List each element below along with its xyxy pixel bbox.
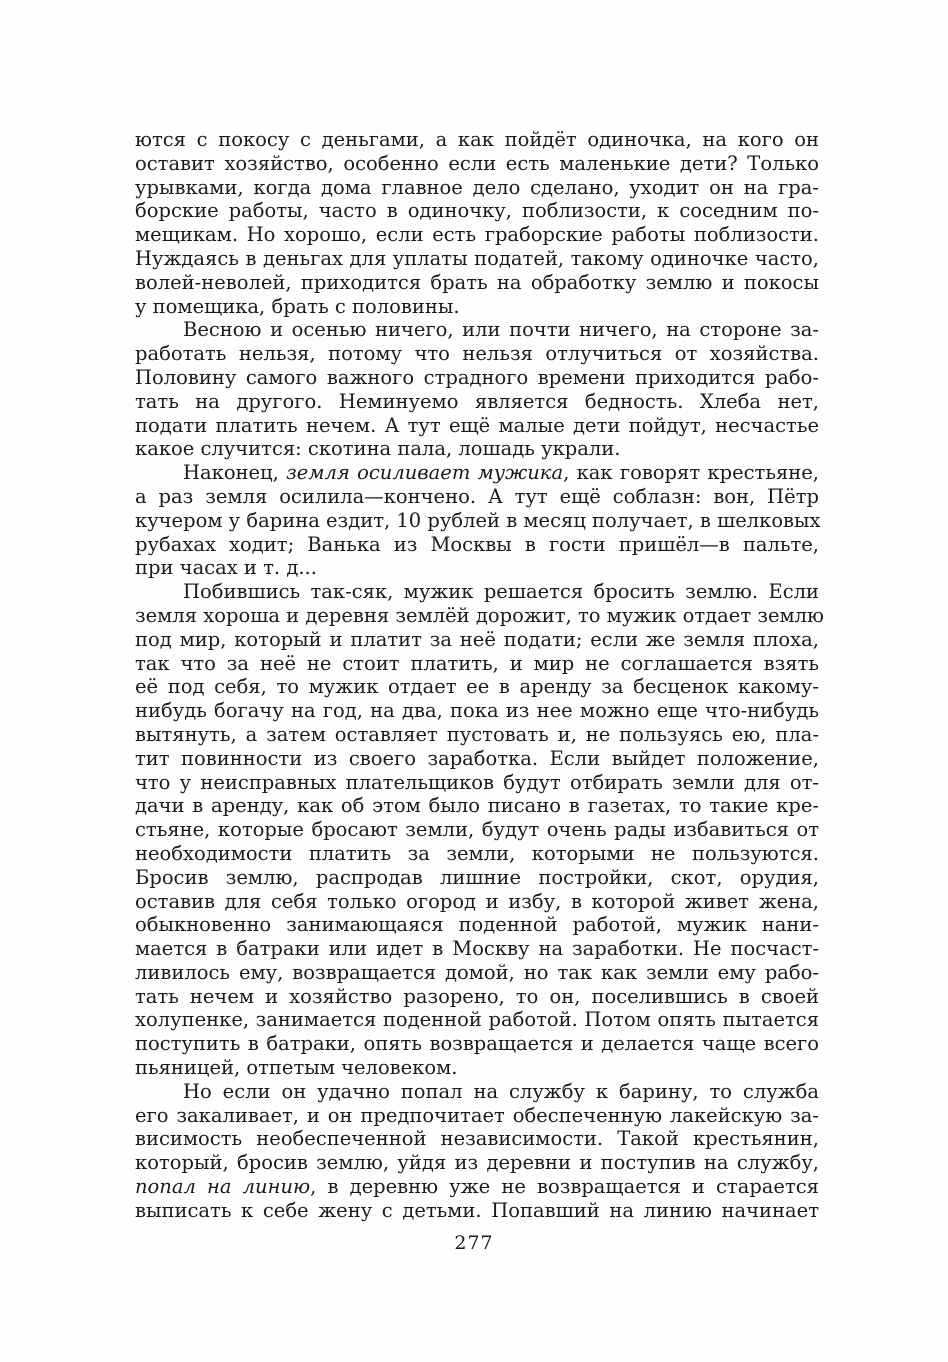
text-line: [135, 247, 819, 271]
text-line: [135, 866, 819, 890]
text-line: [135, 1175, 819, 1199]
text-segment: его закаливает, и он предпочитает обеспеченную лакейскую за-: [135, 1103, 819, 1127]
text-segment: так что за неё не стоит платить, и мир не соглашается взять: [135, 651, 819, 675]
text-line: [135, 199, 819, 223]
text-line: [135, 747, 819, 771]
text-segment: работать нельзя, потому что нельзя отлучиться от хозяйства.: [135, 342, 819, 366]
text-segment: урывками, когда дома главное дело сделано, уходит он на гра-: [135, 175, 819, 199]
text-line: [135, 771, 819, 795]
text-segment: подати платить нечем. А тут ещё малые дети пойдут, несчастье: [135, 413, 819, 437]
text-line: [135, 437, 819, 461]
text-line: [135, 818, 819, 842]
text-segment: стьяне, которые бросают земли, будут очень рады избавиться от: [135, 818, 819, 842]
text-segment: , в деревню уже не возвращается и старается: [310, 1175, 819, 1199]
text-line: [135, 366, 819, 390]
text-segment: обыкновенно занимающаяся поденной работой, мужик нани-: [135, 913, 819, 937]
text-line: [135, 556, 819, 580]
text-segment: тать нечем и хозяйство разорено, то он, поселившись в своей: [135, 984, 819, 1008]
text-segment: Весною и осенью ничего, или почти ничего, на стороне за-: [183, 318, 819, 342]
text-line: [135, 961, 819, 985]
text-segment: висимость необеспеченной независимости. Такой крестьянин,: [135, 1127, 819, 1151]
text-segment: вытянуть, а затем оставляет пустовать и, не пользуясь ею, пла-: [135, 722, 819, 746]
text-segment: рубахах ходит; Ванька из Москвы в гости пришёл—в пальте,: [135, 532, 819, 556]
text-line: [135, 937, 819, 961]
text-line: [135, 152, 819, 176]
text-line: [135, 1080, 819, 1104]
text-line: [135, 628, 819, 652]
text-segment: который, бросив землю, уйдя из деревни и поступив на службу,: [135, 1151, 819, 1175]
text-line: [135, 723, 819, 747]
text-segment: Нуждаясь в деньгах для уплаты податей, такому одиночке часто,: [135, 246, 819, 270]
text-segment: Половину самого важного страдного времени приходится рабо-: [135, 365, 819, 389]
text-segment: борские работы, часто в одиночку, поблизости, к соседним по-: [135, 199, 819, 223]
italic-term: попал на линию: [135, 1175, 311, 1199]
text-line: [135, 794, 819, 818]
body-text: [135, 128, 825, 1223]
page-number: 277: [454, 1232, 494, 1254]
text-line: [135, 318, 819, 342]
text-line: [135, 1151, 819, 1175]
text-line: [135, 342, 819, 366]
text-segment: какое случится: скотина пала, лошадь украли.: [135, 437, 621, 461]
text-segment: поступить в батраки, опять возвращается и делается чаще всего: [135, 1032, 819, 1056]
text-line: [135, 533, 819, 557]
text-segment: оставив для себя только огород и избу, в которой живет жена,: [135, 889, 819, 913]
text-segment: ливилось ему, возвращается домой, но так как земли ему рабо-: [135, 960, 819, 984]
text-segment: холупенке, занимается поденной работой. Потом опять пытается: [135, 1008, 819, 1032]
text-line: [135, 461, 819, 485]
text-line: [135, 890, 819, 914]
text-segment: мается в батраки или идет в Москву на заработки. Не посчаст-: [135, 937, 819, 961]
text-line: [135, 675, 819, 699]
text-line: [135, 1056, 819, 1080]
text-segment: , как говорят крестьяне,: [563, 461, 819, 485]
text-line: [135, 1104, 819, 1128]
text-line: [135, 842, 819, 866]
text-line: [135, 295, 819, 319]
text-line: [135, 128, 819, 152]
text-segment: Бросив землю, распродав лишние постройки, скот, орудия,: [135, 865, 819, 889]
text-line: [135, 699, 819, 723]
text-line: [135, 414, 819, 438]
text-line: [135, 913, 819, 937]
text-line: [135, 223, 819, 247]
text-segment: что у неисправных плательщиков будут отбирать земли для от-: [135, 770, 819, 794]
text-segment: под мир, который и платит за неё подати; если же земля плоха,: [135, 627, 819, 651]
text-segment: выписать к себе жену с детьми. Попавший на линию начинает: [135, 1198, 819, 1222]
text-segment: пьяницей, отпетым человеком.: [135, 1056, 458, 1080]
text-segment: кучером у барина ездит, 10 рублей в месяц получает, в шелковых: [135, 508, 821, 532]
text-line: [135, 652, 819, 676]
text-segment: Наконец,: [183, 461, 287, 485]
text-segment: нибудь богачу на год, на два, пока из нее можно еще что-нибудь: [135, 699, 819, 723]
text-line: [135, 1199, 819, 1223]
text-segment: необходимости платить за земли, которыми не пользуются.: [135, 841, 819, 865]
text-segment: а раз земля осилила—кончено. А тут ещё соблазн: вон, Пётр: [135, 484, 819, 508]
text-segment: тать на другого. Неминуемо является бедность. Хлеба нет,: [135, 389, 819, 413]
text-line: [135, 390, 819, 414]
text-segment: Но если он удачно попал на службу к барину, то служба: [183, 1079, 819, 1103]
text-segment: тит повинности из своего заработка. Если выйдет положение,: [135, 746, 819, 770]
text-segment: у помещика, брать с половины.: [135, 294, 460, 318]
text-segment: волей-неволей, приходится брать на обработку землю и покосы: [135, 270, 819, 294]
text-line: [135, 580, 819, 604]
text-segment: дачи в аренду, как об этом было писано в газетах, то такие кре-: [135, 794, 819, 818]
text-line: [135, 176, 819, 200]
italic-term: земля осиливает мужика: [286, 461, 564, 485]
text-line: [135, 1008, 819, 1032]
text-line: [135, 1032, 819, 1056]
text-segment: при часах и т. д...: [135, 556, 317, 580]
text-line: [135, 603, 825, 628]
text-segment: её под себя, то мужик отдает ее в аренду за бесценок какому-: [135, 675, 819, 699]
text-line: [135, 485, 819, 509]
text-segment: оставит хозяйство, особенно если есть маленькие дети? Только: [135, 151, 819, 175]
text-segment: ются с покосу с деньгами, а как пойдёт одиночка, на кого он: [135, 128, 819, 151]
text-segment: Побившись так-сяк, мужик решается бросить землю. Если: [183, 580, 819, 604]
text-segment: мещикам. Но хорошо, если есть граборские работы поблизости.: [135, 223, 819, 247]
text-line: [135, 271, 819, 295]
text-line: [135, 1127, 819, 1151]
text-line: [135, 509, 819, 533]
text-segment: земля хороша и деревня землёй дорожит, то мужик отдает землю: [135, 603, 825, 627]
text-line: [135, 985, 819, 1009]
